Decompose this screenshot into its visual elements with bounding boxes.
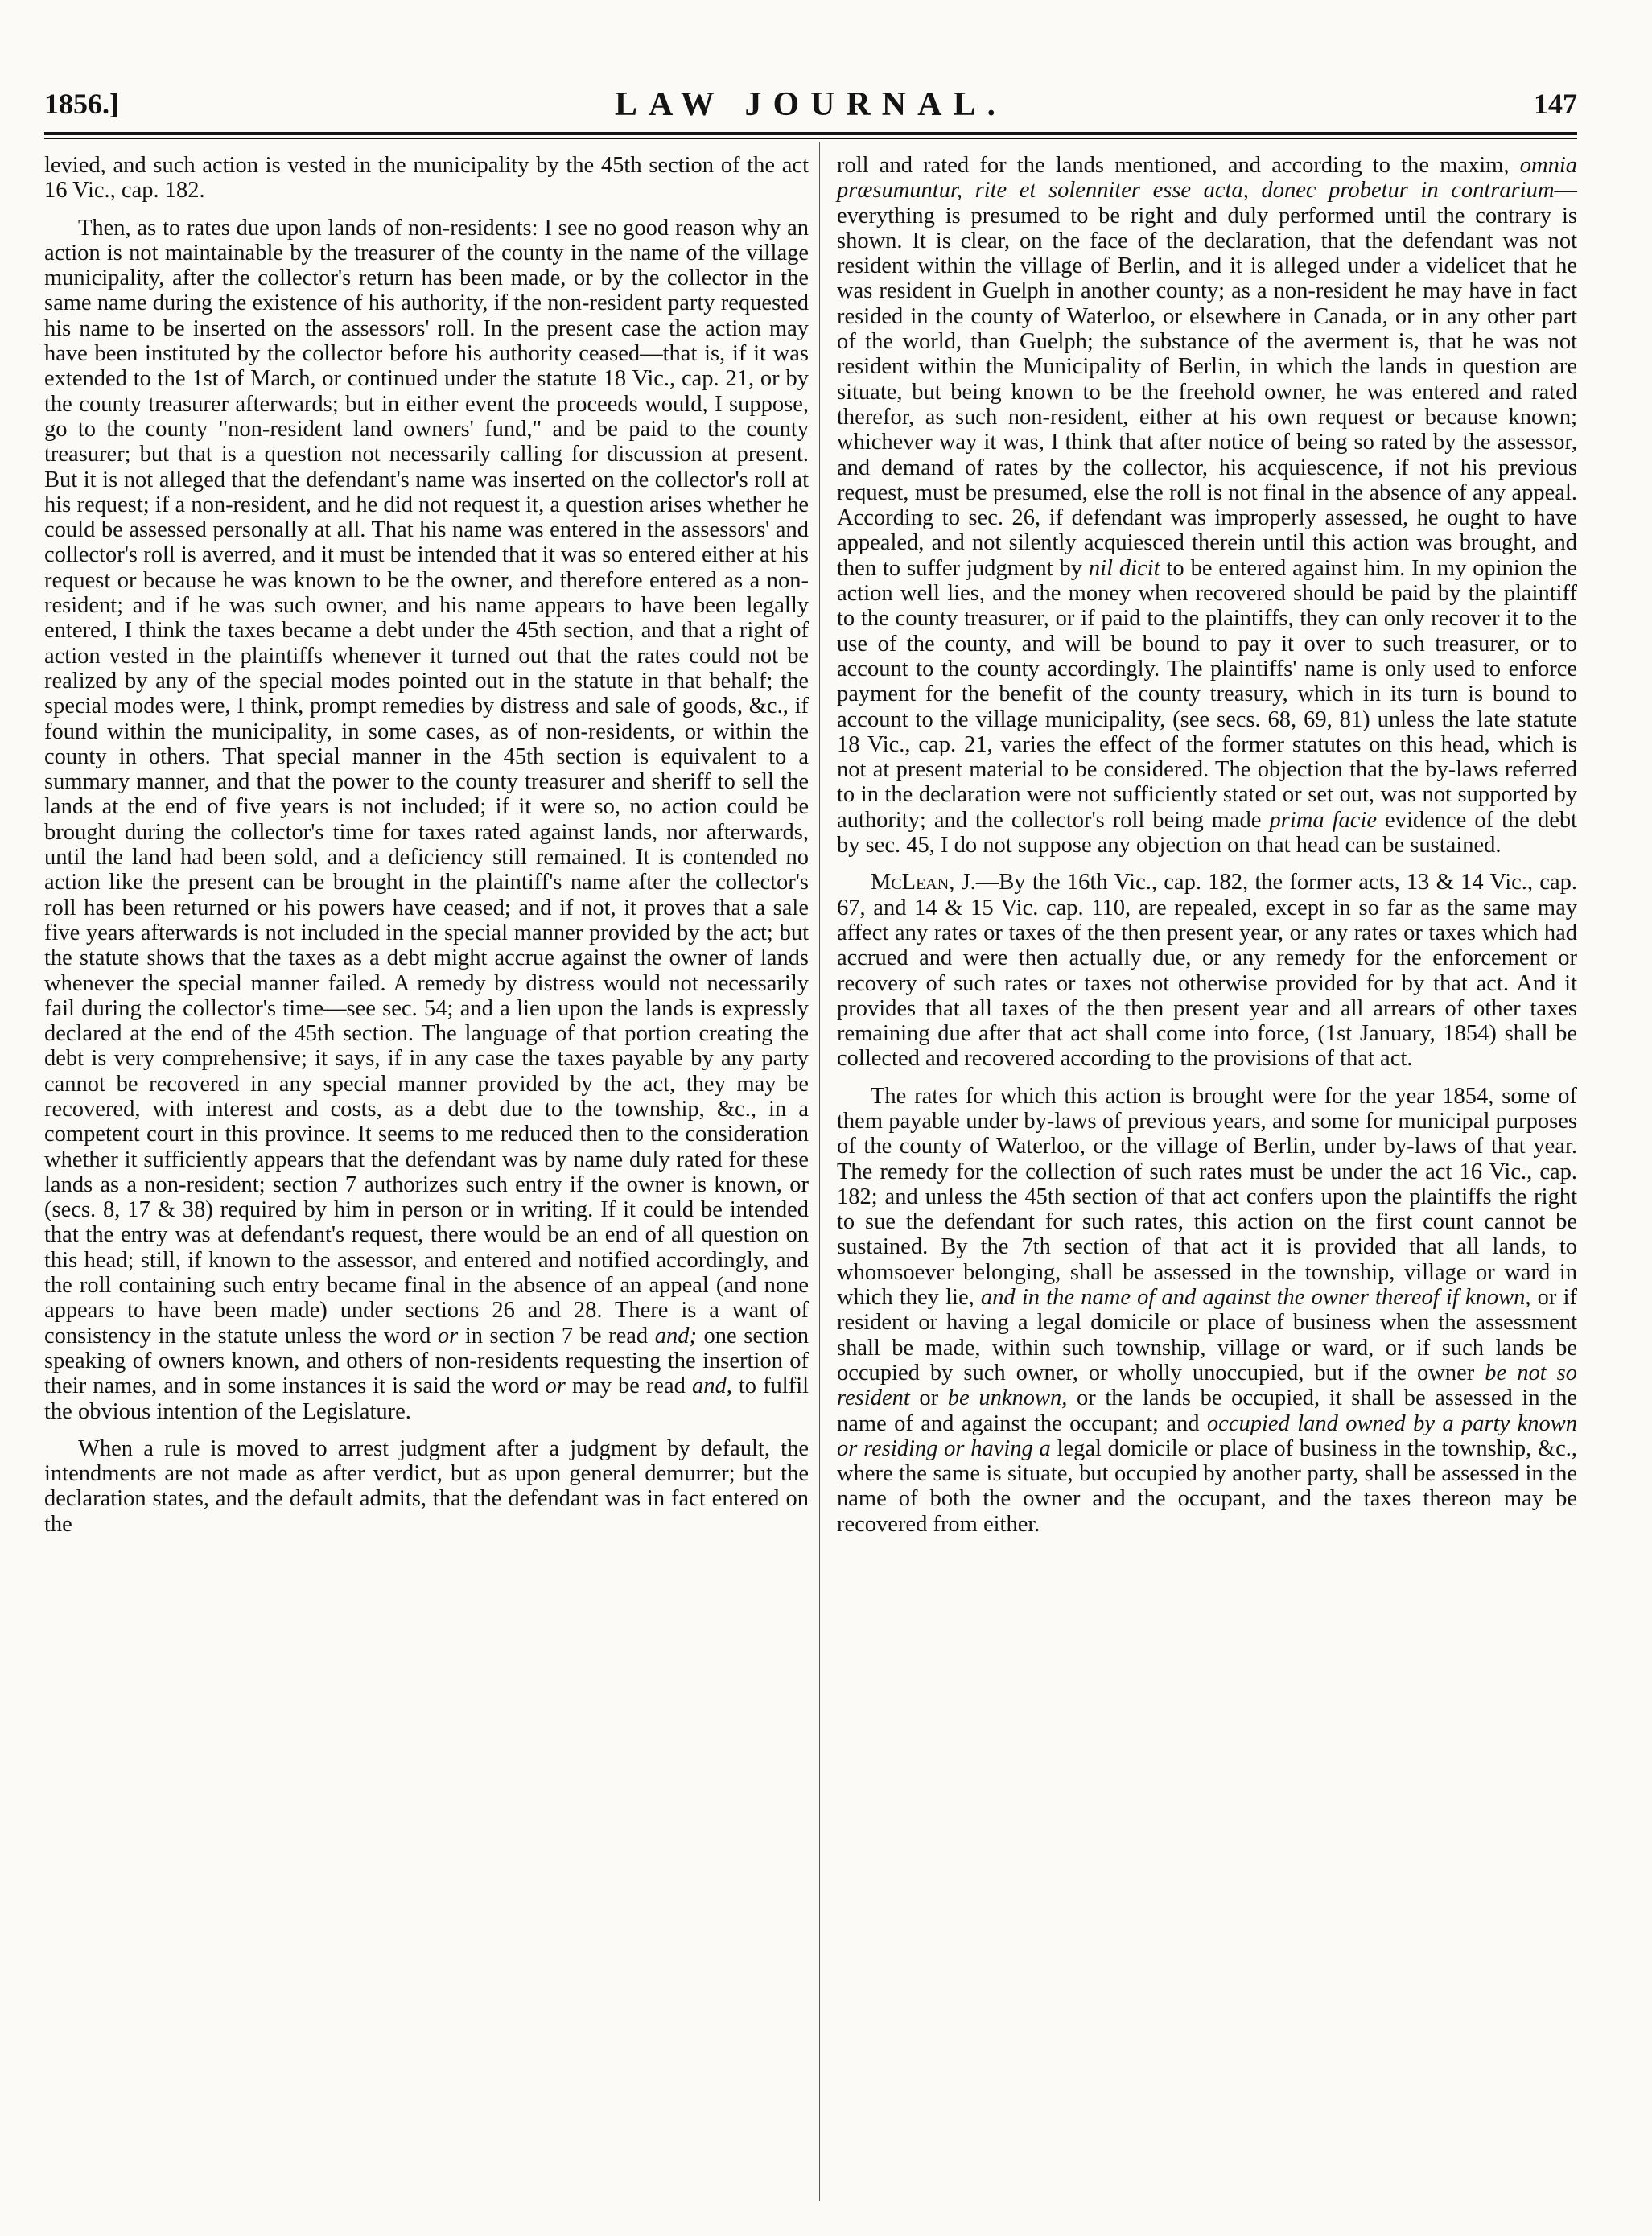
header-rule-thin [44,138,1577,139]
right-paragraph-1: roll and rated for the lands mentioned, and according to the maxim, omnia præsumuntur, rite et solenniter esse acta, donec probetur in contrarium—everything is presumed to be right and duly performed until the contrary is shown. It is clear, on the face of the declaration, that the defendant was not resident within the village of Berlin, and it is alleged under a videlicet that he was resident in Guelph in another county; as a non-resident he may have in fact resided in the county of Waterloo, or elsewhere in Canada, or in any other part of the world, than Guelph; the substance of the averment is, that he was not resident within the Municipality of Berlin, in which the lands in question are situate, but being known to be the freehold owner, he was entered and rated therefor, as such non-resident, either at his own request or because known; whichever way it was, I think that after notice of being so rated by the assessor, and demand of rates by the collector, his acquiescence, if not his previous request, must be presumed, else the roll is not final in the absence of any appeal. According to sec. 26, if defendant was improperly assessed, he ought to have appealed, and not silently acquiesced therein until this action was brought, and then to suffer judgment by nil dicit to be entered against him. In my opinion the action well lies, and the money when recovered should be paid by the plaintiff to the county treasurer, or if paid to the plaintiffs, they can only recover it to the use of the county, and will be bound to pay it over to such treasurer, or to account to the county accordingly. The plaintiffs' name is only used to enforce payment for the benefit of the county treasury, which in its turn is bound to account to the village municipality, (see secs. 68, 69, 81) unless the late statute 18 Vic., cap. 21, varies the effect of the former statutes on this head, which is not at present material to be considered. The objection that the by-laws referred to in the declaration were not sufficiently stated or set out, was not supported by authority; and the collector's roll being made prima facie evidence of the debt by sec. 45, I do not suppose any objection on that head can be sustained. [837,153,1578,859]
right-paragraph-2: McLean, J.—By the 16th Vic., cap. 182, the former acts, 13 & 14 Vic., cap. 67, and 14 & 15 Vic. cap. 110, are repealed, except in so far as the same may affect any rates or taxes of the then present year, or any rates or taxes which had accrued and were then actually due, or any remedy for the enforcement or recovery of such rates or taxes not otherwise provided for by that act. And it provides that all taxes of the then present year and all arrears of other taxes remaining due after that act shall come into force, (1st January, 1854) shall be collected and recovered according to the provisions of that act. [837,870,1577,1072]
left-paragraph-1: levied, and such action is vested in the municipality by the 45th section of the act 16 Vic., cap. 182. [44,153,809,204]
judge-name: McLean, J. [871,870,976,896]
left-paragraph-3: When a rule is moved to arrest judgment after a judgment by default, the intendments are not made as after verdict, but as upon general demurrer; but the declaration states, and the default admits, that the defendant was in fact entered on the [44,1435,809,1537]
page-header [44,80,1577,137]
right-column [837,153,1577,1549]
header-page-number: 147 [1534,88,1577,120]
left-column [44,153,809,1549]
left-paragraph-2: Then, as to rates due upon lands of non-residents: I see no good reason why an action is not maintainable by the treasurer of the county in the name of the village municipality, after the collector's return has been made, or by the collector in the same name during the existence of his authority, if the non-resident party requested his name to be inserted on the assessors' roll. In the present case the action may have been instituted by the collector before his authority ceased—that is, if it was extended to the 1st of March, or continued under the statute 18 Vic., cap. 21, or by the county treasurer afterwards; but in either event the proceeds would, I suppose, go to the county "non-resident land owners' fund," and be paid to the county treasurer; but that is a question not necessarily calling for discussion at present. But it is not alleged that the defendant's name was inserted on the collector's roll at his request; if a non-resident, and he did not request it, a question arises whether he could be assessed personally at all. That his name was entered in the assessors' and collector's roll is averred, and it must be intended that it was so entered either at his request or because he was known to be the owner, and therefore entered as a non-resident; and if he was such owner, and his name appears to have been legally entered, I think the taxes became a debt under the 45th section, and that a right of action vested in the plaintiffs whenever it turned out that the rates could not be realized by any of the special modes pointed out in the statute in that behalf; the special modes were, I think, prompt remedies by distress and sale of goods, &c., if found within the municipality, in some cases, as of non-residents, or within the county in others. That special manner in the 45th section is equivalent to a summary manner, and that the power to the county treasurer and sheriff to sell the lands at the end of five years is not included; if it were so, no action could be brought during the collector's time for taxes rated against lands, nor afterwards, until the land had been sold, and a deficiency still remained. It is contended no action like the present can be brought in the plaintiff's name after the collector's roll has been returned or his powers have ceased; and if not, it proves that a sale five years afterwards is not included in the special manner provided by the act; but the statute shows that the taxes as a debt might accrue against the owner of lands whenever the special manner failed. A remedy by distress would not necessarily fail during the collector's time—see sec. 54; and a lien upon the lands is expressly declared at the end of the 45th section. The language of that portion creating the debt is very comprehensive; it says, if in any case the taxes payable by any party cannot be recovered in any special manner provided by the act, they may be recovered, with interest and costs, as a debt due to the township, &c., in a competent court in this province. It seems to me reduced then to the consideration whether it sufficiently appears that the defendant was by name duly rated for these lands as a non-resident; section 7 authorizes such entry if the owner is known, or (secs. 8, 17 & 38) required by him in person or in writing. If it could be intended that the entry was at defendant's request, there would be an end of all question on this head; still, if known to the assessor, and entered and notified accordingly, and the roll containing such entry became final in the absence of an appeal (and none appears to have been made) under sections 26 and 28. There is a want of consistency in the statute unless the word or in section 7 be read and; one section speaking of owners known, and others of non-residents requesting the insertion of their names, and in some instances it is said the word or may be read and, to fulfil the obvious intention of the Legislature. [44,215,810,1424]
header-title: LAW JOURNAL. [615,86,1007,123]
header-year: 1856.] [44,88,119,120]
column-divider [819,142,820,2201]
right-paragraph-3: The rates for which this action is brought were for the year 1854, some of them payable under by-laws of previous years, and some for municipal purposes of the county of Waterloo, or the village of Berlin, under by-laws of that year. The remedy for the collection of such rates must be under the act 16 Vic., cap. 182; and unless the 45th section of that act confers upon the plaintiffs the right to sue the defendant for such rates, this action on the first count cannot be sustained. By the 7th section of that act it is provided that all lands, to whomsoever belonging, shall be assessed in the township, village or ward in which they lie, and in the name of and against the owner thereof if known, or if resident or having a legal domicile or place of business when the assessment shall be made, within such township, village or ward, or if such lands be occupied by such owner, or wholly unoccupied, but if the owner be not so resident or be unknown, or the lands be occupied, it shall be assessed in the name of and against the occupant; and occupied land owned by a party known or residing or having a legal domicile or place of business in the township, &c., where the same is situate, but occupied by another party, shall be assessed in the name of both the owner and the occupant, and the taxes thereon may be recovered from either. [837,1083,1578,1537]
header-rule-thick [44,132,1577,135]
